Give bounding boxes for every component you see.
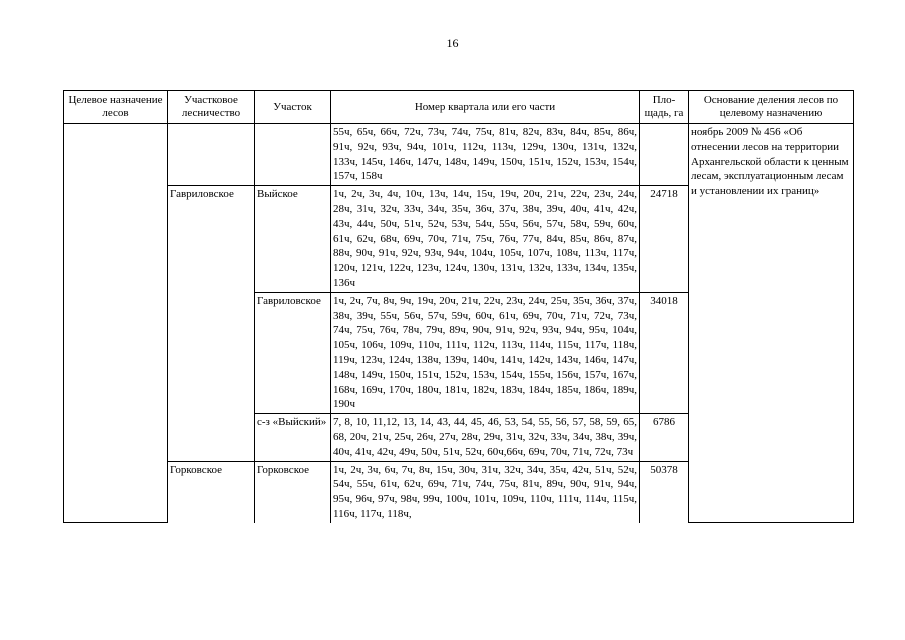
district-cell: Горковское xyxy=(168,461,255,523)
district-cell xyxy=(168,124,255,186)
page-number: 16 xyxy=(446,36,459,50)
forest-division-table xyxy=(63,90,854,523)
header-quarters: Номер квартала или его части xyxy=(331,91,640,124)
area-cell: 34018 xyxy=(640,292,689,413)
header-area: Пло-щадь, га xyxy=(640,91,689,124)
area-cell: 6786 xyxy=(640,414,689,461)
quarters-cell: 1ч, 2ч, 3ч, 6ч, 7ч, 8ч, 15ч, 30ч, 31ч, 32ч, 34ч, 35ч, 42ч, 51ч, 52ч, 54ч, 55ч, 61ч, 62ч, 69ч, 71ч, 74ч, 75ч, 81ч, 89ч, 90ч, 91ч, 94ч, 95ч, 96ч, 97ч, 98ч, 99ч, 100ч, 101ч, 109ч, 110ч, 111ч, 114ч, 115ч, 116ч, 117ч, 118ч, xyxy=(331,461,640,523)
site-cell: с-з «Выйский» xyxy=(255,414,331,461)
header-purpose: Целевое назначение лесов xyxy=(64,91,168,124)
basis-cell: ноябрь 2009 № 456 «Об отнесении лесов на территории Архангельской области к ценным лесам, эксплуатационным лесам и установлении их границ» xyxy=(689,124,854,523)
purpose-cell xyxy=(64,124,168,523)
quarters-cell: 1ч, 2ч, 7ч, 8ч, 9ч, 19ч, 20ч, 21ч, 22ч, 23ч, 24ч, 25ч, 35ч, 36ч, 37ч, 38ч, 39ч, 55ч, 56ч, 57ч, 59ч, 60ч, 61ч, 69ч, 70ч, 71ч, 72ч, 73ч, 74ч, 75ч, 76ч, 78ч, 79ч, 89ч, 90ч, 91ч, 92ч, 93ч, 94ч, 95ч, 104ч, 105ч, 106ч, 109ч, 110ч, 111ч, 112ч, 113ч, 114ч, 115ч, 117ч, 118ч, 119ч, 123ч, 124ч, 138ч, 139ч, 140ч, 141ч, 142ч, 143ч, 146ч, 147ч, 148ч, 149ч, 150ч, 151ч, 152ч, 153ч, 154ч, 155ч, 156ч, 157ч, 167ч, 168ч, 169ч, 170ч, 180ч, 181ч, 182ч, 183ч, 184ч, 185ч, 186ч, 189ч, 190ч xyxy=(331,292,640,413)
header-district: Участковое лесничество xyxy=(168,91,255,124)
table-header-row xyxy=(64,91,854,124)
site-cell: Выйское xyxy=(255,186,331,293)
quarters-cell: 7, 8, 10, 11,12, 13, 14, 43, 44, 45, 46, 53, 54, 55, 56, 57, 58, 59, 65, 68, 20ч, 21ч, 25ч, 26ч, 27ч, 28ч, 29ч, 31ч, 32ч, 33ч, 34ч, 38ч, 39ч, 40ч, 41ч, 42ч, 49ч, 50ч, 51ч, 52ч, 60ч,66ч, 69ч, 70ч, 71ч, 72ч, 73ч xyxy=(331,414,640,461)
table-row xyxy=(64,124,854,186)
site-cell xyxy=(255,124,331,186)
quarters-cell: 1ч, 2ч, 3ч, 4ч, 10ч, 13ч, 14ч, 15ч, 19ч, 20ч, 21ч, 22ч, 23ч, 24ч, 28ч, 31ч, 32ч, 33ч, 34ч, 35ч, 36ч, 37ч, 38ч, 39ч, 40ч, 41ч, 42ч, 43ч, 44ч, 50ч, 51ч, 52ч, 53ч, 54ч, 55ч, 56ч, 57ч, 58ч, 59ч, 60ч, 61ч, 62ч, 68ч, 69ч, 70ч, 71ч, 75ч, 76ч, 77ч, 84ч, 85ч, 86ч, 87ч, 88ч, 90ч, 91ч, 92ч, 93ч, 94ч, 104ч, 105ч, 107ч, 108ч, 113ч, 117ч, 120ч, 121ч, 122ч, 123ч, 124ч, 130ч, 131ч, 132ч, 133ч, 134ч, 135ч, 136ч xyxy=(331,186,640,293)
district-cell: Гавриловское xyxy=(168,186,255,461)
site-cell: Горковское xyxy=(255,461,331,523)
header-site: Участок xyxy=(255,91,331,124)
area-cell: 50378 xyxy=(640,461,689,523)
quarters-cell: 55ч, 65ч, 66ч, 72ч, 73ч, 74ч, 75ч, 81ч, 82ч, 83ч, 84ч, 85ч, 86ч, 91ч, 92ч, 93ч, 94ч, 101ч, 112ч, 113ч, 129ч, 130ч, 131ч, 132ч, 133ч, 145ч, 146ч, 147ч, 148ч, 149ч, 150ч, 151ч, 152ч, 153ч, 154ч, 157ч, 158ч xyxy=(331,124,640,186)
area-cell xyxy=(640,124,689,186)
area-cell: 24718 xyxy=(640,186,689,293)
site-cell: Гавриловское xyxy=(255,292,331,413)
header-basis: Основание деления лесов по целевому назначению xyxy=(689,91,854,124)
